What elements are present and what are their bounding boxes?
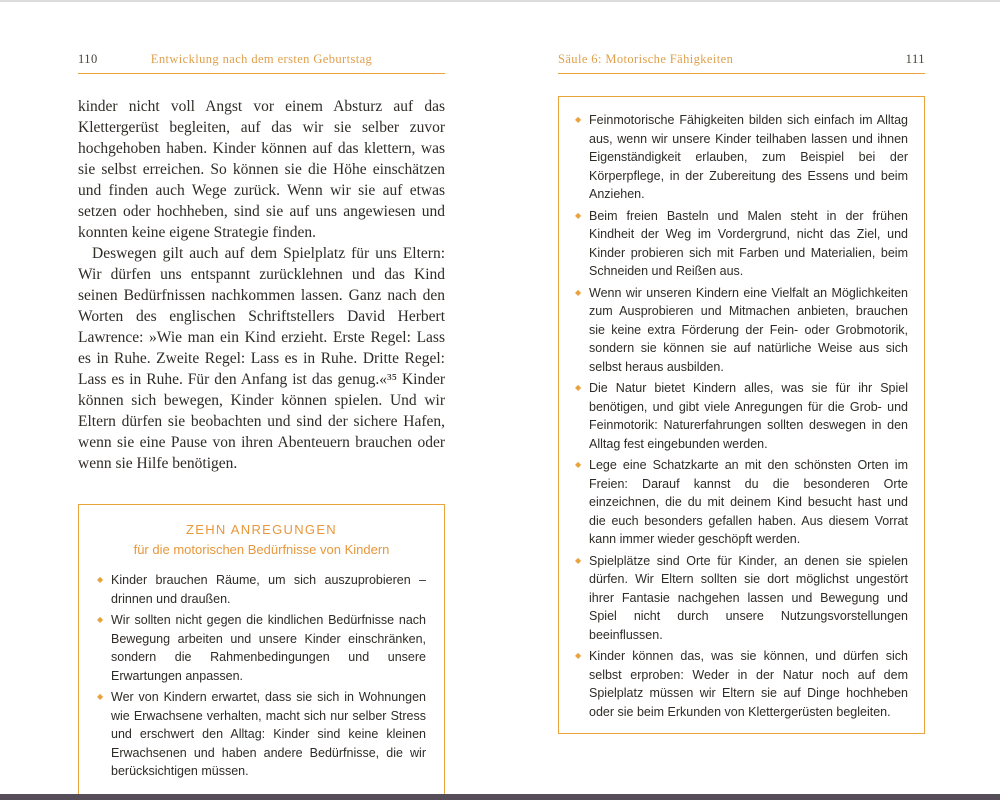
diamond-bullet-icon: ◆ xyxy=(97,692,104,701)
diamond-bullet-icon: ◆ xyxy=(575,555,582,565)
list-item xyxy=(575,111,908,204)
list-item-text: Kinder brauchen Räume, um sich auszuprobieren – drinnen und draußen. xyxy=(111,573,426,606)
list-item-text: Die Natur bietet Kindern alles, was sie für ihr Spiel benötigen, und gibt viele Anregungen für die Grob- und Feinmotorik: Naturerfahrungen sollten deswegen in den Alltag fest eingebunden werden. xyxy=(589,381,908,451)
running-header: Entwicklung nach dem ersten Geburtstag xyxy=(150,52,373,66)
list-item-text: Lege eine Schatzkarte an mit den schönsten Orten im Freien: Darauf kannst du die besonderen Orte einzeichnen, die du mit deinem Kind besucht hast und die euch besonders gefallen haben. Aus diesem Vorrat kann immer wieder geschöpft werden. xyxy=(589,458,908,546)
left-page xyxy=(78,52,445,798)
diamond-bullet-icon: ◆ xyxy=(575,115,582,124)
diamond-bullet-icon: ◆ xyxy=(575,651,582,660)
box-subtitle: für die motorischen Bedürfnisse von Kindern xyxy=(133,542,390,557)
list-item-text: Spielplätze sind Orte für Kinder, an denen sie spielen dürfen. Wir Eltern sollten sie dort möglichst ungestört ihrer Fantasie nachgehen lassen und Bewegung und Spiel nicht durch unsere Nutzungsvorstellungen beeinflussen. xyxy=(589,553,908,642)
running-header: Säule 6: Motorische Fähigkeiten xyxy=(558,52,734,66)
suggestions-box-continued xyxy=(558,96,925,734)
list-item-text: Beim freien Basteln und Malen steht in der frühen Kindheit der Weg im Vordergrund, nicht das Ziel, und Kinder probieren sich mit Farben und Materialien, beim Schneiden und Reißen aus. xyxy=(589,208,908,278)
book-edge-bottom xyxy=(0,794,1000,800)
list-item xyxy=(575,456,908,549)
box-title: ZEHN ANREGUNGEN xyxy=(186,522,337,537)
list-item xyxy=(575,552,908,645)
page-number: 110 xyxy=(78,52,98,66)
diamond-bullet-icon: ◆ xyxy=(97,575,104,584)
list-item xyxy=(575,647,908,721)
list-item-text: Wer von Kindern erwartet, dass sie sich in Wohnungen wie Erwachsene verhalten, macht sich nur selber Stress und erschwert den Alltag: Kinder sind keine kleinen Erwachsenen und haben andere Bedürfnisse, die wir berücksichtigen müssen. xyxy=(111,690,426,778)
body-paragraph: kinder nicht voll Angst vor einem Absturz auf das Klettergerüst begleiten, auf das wir sie selber zuvor hochgehoben haben. Kinder können auf das klettern, was sie selbst erreichen. So können sie die Höhe einschätzen und finden auch Wege zurück. Wenn wir sie auf etwas setzen oder hochheben, sind sie auf uns angewiesen und konnten keine eigene Strategie finden. xyxy=(78,98,445,241)
right-page-header xyxy=(558,52,925,74)
left-page-header xyxy=(78,52,445,74)
diamond-bullet-icon: ◆ xyxy=(575,287,582,297)
right-page xyxy=(558,52,925,734)
list-item xyxy=(97,571,426,608)
list-item xyxy=(97,611,426,685)
list-item xyxy=(575,284,908,377)
diamond-bullet-icon: ◆ xyxy=(575,210,582,220)
list-item-text: Wir sollten nicht gegen die kindlichen Bedürfnisse nach Bewegung arbeiten und unsere Kinder einschränken, sondern die Rahmenbedingungen und unsere Erwartungen anpassen. xyxy=(111,613,426,683)
list-item xyxy=(575,207,908,281)
list-item xyxy=(97,688,426,781)
list-item-text: Kinder können das, was sie können, und dürfen sich selbst erproben: Weder in der Natur noch auf dem Spielplatz müssen wir Eltern sie auf Dinge hochheben oder sie beim Erkunden von Klettergerüsten begleiten. xyxy=(589,649,908,719)
diamond-bullet-icon: ◆ xyxy=(97,615,104,624)
body-paragraph: Deswegen gilt auch auf dem Spielplatz für uns Eltern: Wir dürfen uns entspannt zurücklehnen und das Kind seinen Bedürfnissen nachkommen lassen. Ganz nach den Worten des englischen Schriftstellers David Herbert Lawrence: »Wie man ein Kind erzieht. Erste Regel: Lass es in Ruhe. Zweite Regel: Lass es in Ruhe. Dritte Regel: Lass es in Ruhe. Für den Anfang ist das genug.«³⁵ Kinder können sich bewegen, Kinder können spielen. Und wir Eltern dürfen sie beobachten und sind der sichere Hafen, wenn sie eine Pause von ihren Abenteuern brauchen oder wenn sie Hilfe benötigen. xyxy=(78,245,445,472)
list-item-text: Wenn wir unseren Kindern eine Vielfalt an Möglichkeiten zum Ausprobieren und Mitmachen anbieten, brauchen sie keine extra Förderung der Fein- oder Grobmotorik, sondern sie können sie auf natürliche Weise aus sich selbst heraus ausbilden. xyxy=(589,285,908,374)
suggestions-box xyxy=(78,504,445,798)
page-number: 111 xyxy=(905,52,925,66)
list-item xyxy=(575,379,908,453)
diamond-bullet-icon: ◆ xyxy=(575,383,582,392)
body-text-column xyxy=(78,96,445,474)
book-edge-top xyxy=(0,0,1000,2)
list-item-text: Feinmotorische Fähigkeiten bilden sich einfach im Alltag aus, wenn wir unsere Kinder teilhaben lassen und ihnen Eigenständigkeit erlauben, zum Beispiel bei der Körperpflege, in der Zubereitung des Essens und beim Anziehen. xyxy=(589,113,908,201)
diamond-bullet-icon: ◆ xyxy=(575,460,582,469)
